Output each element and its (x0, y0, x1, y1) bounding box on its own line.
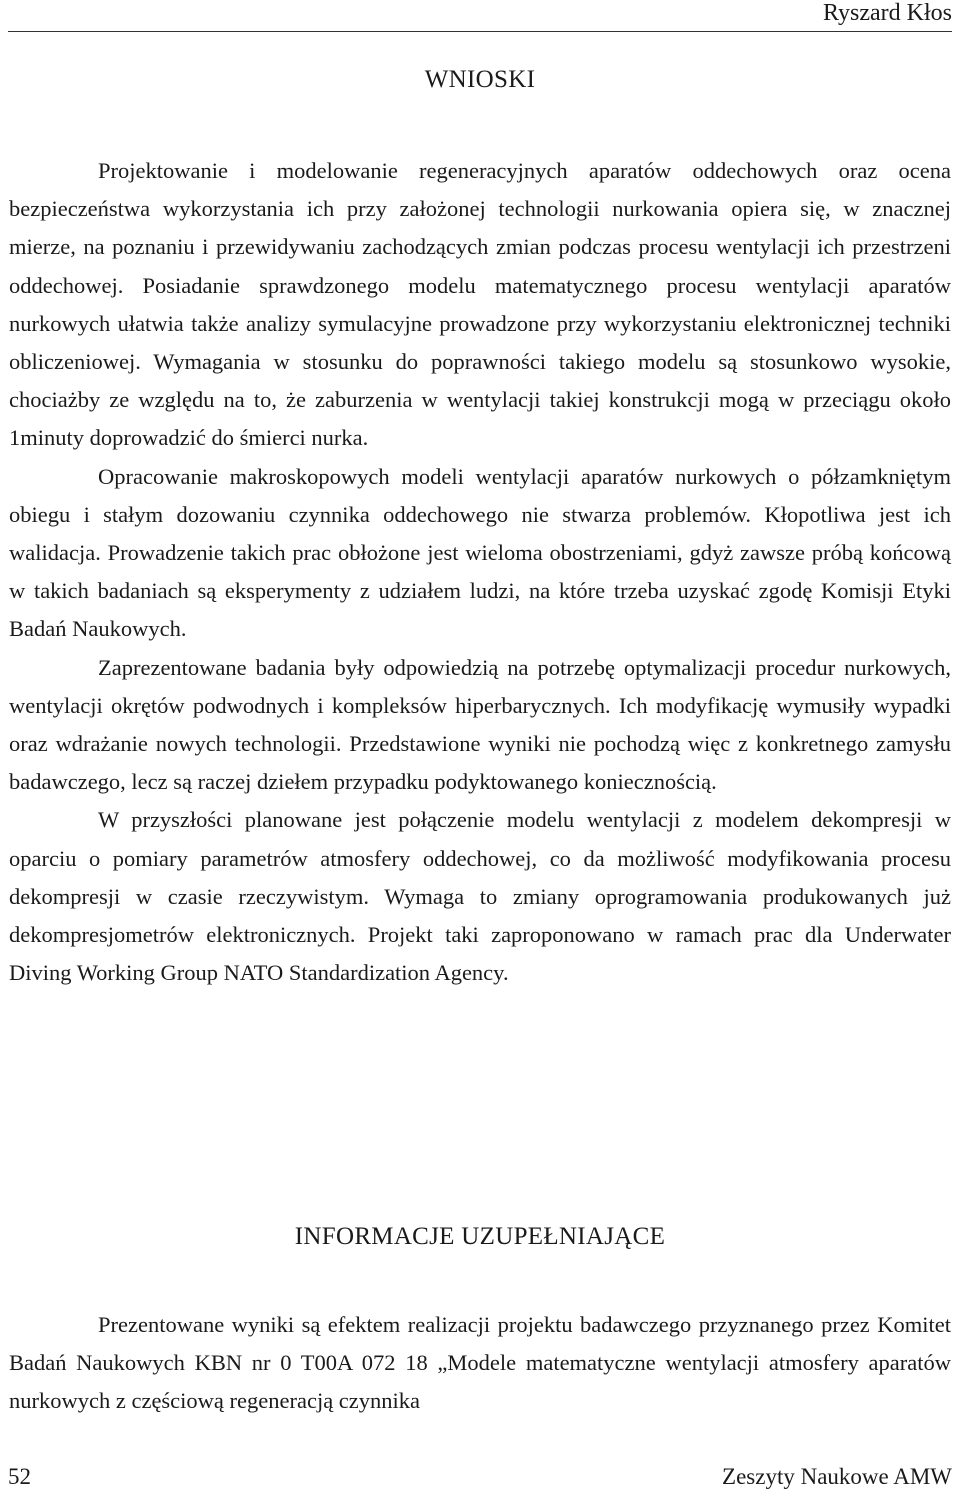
paragraph: Zaprezentowane badania były odpowiedzią na potrzebę optymalizacji procedur nurkowych, wentylacji okrętów podwodnych i kompleksów hiperbarycznych. Ich modyfikację wymusiły wypadki oraz wdrażanie nowych technologii. Przedstawione wyniki nie pochodzą więc z konkretnego zamysłu badawczego, lecz są raczej dziełem przypadku podyktowanego koniecznością. (9, 654, 951, 795)
section-body-informacje (9, 1306, 951, 1421)
page-number: 52 (8, 1464, 31, 1489)
section-title-informacje: INFORMACJE UZUPEŁNIAJĄCE (294, 1223, 666, 1250)
paragraph: Opracowanie makroskopowych modeli wentylacji aparatów nurkowych o półzamkniętym obiegu i stałym dozowaniu czynnika oddechowego nie stwarza problemów. Kłopotliwa jest ich walidacja. Prowadzenie takich prac obłożone jest wieloma obostrzeniami, gdyż zawsze próbą końcową w takich badaniach są eksperymenty z udziałem ludzi, na które trzeba uzyskać zgodę Komisji Etyki Badań Naukowych. (9, 463, 951, 642)
section-body-wnioski (9, 152, 951, 992)
section-title-wnioski: WNIOSKI (424, 66, 536, 93)
paragraph: Projektowanie i modelowanie regeneracyjnych aparatów oddechowych oraz ocena bezpieczeństwa wykorzystania ich przy założonej technologii nurkowania opiera się, w znacznej mierze, na poznaniu i przewidywaniu zachodzących zmian podczas procesu wentylacji ich przestrzeni oddechowej. Posiadanie sprawdzonego modelu matematycznego procesu wentylacji aparatów nurkowych ułatwia także analizy symulacyjne prowadzone przy wykorzystaniu elektronicznej techniki obliczeniowej. Wymagania w stosunku do poprawności takiego modelu są stosunkowo wysokie, chociażby ze względu na to, że zaburzenia w wentylacji takiej konstrukcji mogą w przeciągu około 1minuty doprowadzić do śmierci nurka. (9, 158, 951, 451)
paragraph: W przyszłości planowane jest połączenie modelu wentylacji z modelem dekompresji w oparciu o pomiary parametrów atmosfery oddechowej, co da możliwość modyfikowania procesu dekompresji w czasie rzeczywistym. Wymaga to zmiany oprogramowania produkowanych już dekompresjometrów elektronicznych. Projekt taki zaproponowano w ramach prac dla Underwater Diving Working Group NATO Standardization Agency. (9, 807, 951, 986)
header-divider (8, 31, 952, 32)
paragraph: Prezentowane wyniki są efektem realizacji projektu badawczego przyznanego przez Komitet Badań Naukowych KBN nr 0 T00A 072 18 „Modele matematyczne wentylacji atmosfery aparatów nurkowych z częściową regeneracją czynnika (9, 1312, 951, 1414)
running-header-author: Ryszard Kłos (822, 0, 952, 26)
journal-name: Zeszyty Naukowe AMW (722, 1464, 952, 1489)
